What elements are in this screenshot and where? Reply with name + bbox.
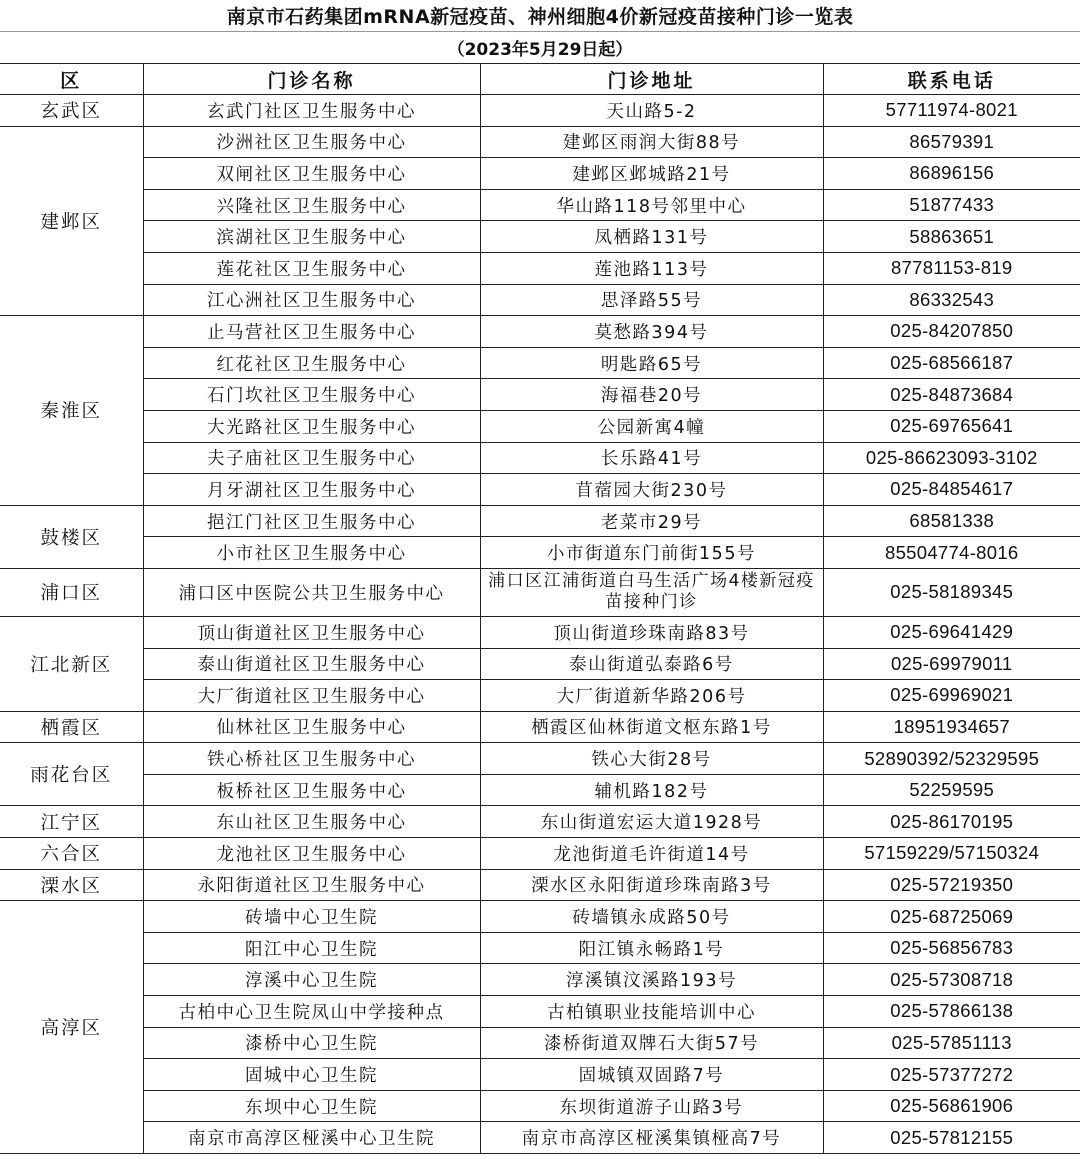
phone-cell: 57159229/57150324 [823, 838, 1080, 870]
table-row [0, 568, 1080, 616]
clinic-name-cell: 漆桥中心卫生院 [143, 1027, 480, 1059]
table-row [0, 126, 1080, 158]
table-row [0, 743, 1080, 775]
clinic-address-cell: 建邺区雨润大街88号 [480, 126, 823, 158]
clinic-address-cell: 大厂街道新华路206号 [480, 680, 823, 712]
phone-cell: 025-69641429 [823, 616, 1080, 648]
table-row [0, 474, 1080, 506]
clinic-name-cell: 月牙湖社区卫生服务中心 [143, 474, 480, 506]
clinic-name-cell: 板桥社区卫生服务中心 [143, 774, 480, 806]
table-row [0, 410, 1080, 442]
clinic-name-cell: 浦口区中医院公共卫生服务中心 [143, 568, 480, 616]
clinic-address-cell: 固城镇双固路7号 [480, 1059, 823, 1091]
table-row [0, 648, 1080, 680]
clinic-name-cell: 玄武门社区卫生服务中心 [143, 95, 480, 127]
district-cell: 浦口区 [0, 568, 143, 616]
phone-cell: 025-57812155 [823, 1122, 1080, 1154]
phone-cell: 86896156 [823, 158, 1080, 190]
table-row [0, 1122, 1080, 1154]
clinic-name-cell: 龙池社区卫生服务中心 [143, 838, 480, 870]
phone-cell: 87781153-819 [823, 252, 1080, 284]
clinic-address-cell: 阳江镇永畅路1号 [480, 932, 823, 964]
table-row [0, 189, 1080, 221]
clinic-name-cell: 大厂街道社区卫生服务中心 [143, 680, 480, 712]
phone-cell: 68581338 [823, 505, 1080, 537]
clinic-address-cell: 莲池路113号 [480, 252, 823, 284]
document-title: 南京市石药集团mRNA新冠疫苗、神州细胞4价新冠疫苗接种门诊一览表 [0, 0, 1080, 32]
clinic-name-cell: 南京市高淳区桠溪中心卫生院 [143, 1122, 480, 1154]
clinic-address-cell: 华山路118号邻里中心 [480, 189, 823, 221]
table-row [0, 1059, 1080, 1091]
table-row [0, 347, 1080, 379]
header-district: 区 [0, 64, 143, 95]
clinic-name-cell: 固城中心卫生院 [143, 1059, 480, 1091]
clinic-address-cell: 海福巷20号 [480, 379, 823, 411]
phone-cell: 025-57866138 [823, 996, 1080, 1028]
table-row [0, 838, 1080, 870]
phone-cell: 86332543 [823, 284, 1080, 316]
header-clinic-name: 门诊名称 [143, 64, 480, 95]
phone-cell: 025-84854617 [823, 474, 1080, 506]
table-row [0, 505, 1080, 537]
clinic-name-cell: 红花社区卫生服务中心 [143, 347, 480, 379]
clinic-name-cell: 东坝中心卫生院 [143, 1090, 480, 1122]
table-row [0, 158, 1080, 190]
clinic-address-cell: 南京市高淳区桠溪集镇桠高7号 [480, 1122, 823, 1154]
clinic-name-cell: 砖墙中心卫生院 [143, 901, 480, 933]
clinic-name-cell: 小市社区卫生服务中心 [143, 537, 480, 569]
clinic-address-cell: 老菜市29号 [480, 505, 823, 537]
header-clinic-address: 门诊地址 [480, 64, 823, 95]
clinic-name-cell: 淳溪中心卫生院 [143, 964, 480, 996]
clinic-address-cell: 砖墙镇永成路50号 [480, 901, 823, 933]
clinic-name-cell: 挹江门社区卫生服务中心 [143, 505, 480, 537]
table-row [0, 616, 1080, 648]
clinic-address-cell: 古柏镇职业技能培训中心 [480, 996, 823, 1028]
district-cell: 六合区 [0, 838, 143, 870]
table-row [0, 95, 1080, 127]
header-row [0, 64, 1080, 95]
table-row [0, 711, 1080, 743]
clinic-address-cell: 东坝街道游子山路3号 [480, 1090, 823, 1122]
phone-cell: 025-57851113 [823, 1027, 1080, 1059]
district-cell: 溧水区 [0, 869, 143, 901]
clinic-table [0, 64, 1080, 1154]
phone-cell: 025-68566187 [823, 347, 1080, 379]
phone-cell: 51877433 [823, 189, 1080, 221]
clinic-name-cell: 大光路社区卫生服务中心 [143, 410, 480, 442]
table-row [0, 806, 1080, 838]
clinic-address-cell: 长乐路41号 [480, 442, 823, 474]
table-row [0, 442, 1080, 474]
district-cell: 栖霞区 [0, 711, 143, 743]
phone-cell: 52890392/52329595 [823, 743, 1080, 775]
clinic-address-cell: 公园新寓4幢 [480, 410, 823, 442]
clinic-name-cell: 夫子庙社区卫生服务中心 [143, 442, 480, 474]
phone-cell: 025-56856783 [823, 932, 1080, 964]
phone-cell: 025-86623093-3102 [823, 442, 1080, 474]
district-cell: 雨花台区 [0, 743, 143, 806]
clinic-address-cell: 龙池街道毛许街道14号 [480, 838, 823, 870]
table-row [0, 537, 1080, 569]
phone-cell: 025-68725069 [823, 901, 1080, 933]
phone-cell: 025-57377272 [823, 1059, 1080, 1091]
district-cell: 鼓楼区 [0, 505, 143, 568]
table-row [0, 869, 1080, 901]
phone-cell: 025-69979011 [823, 648, 1080, 680]
clinic-address-cell: 铁心大街28号 [480, 743, 823, 775]
table-row [0, 1027, 1080, 1059]
district-cell: 玄武区 [0, 95, 143, 127]
clinic-address-cell: 东山街道宏运大道1928号 [480, 806, 823, 838]
clinic-address-cell: 小市街道东门前街155号 [480, 537, 823, 569]
clinic-name-cell: 阳江中心卫生院 [143, 932, 480, 964]
clinic-address-cell: 苜蓿园大街230号 [480, 474, 823, 506]
table-row [0, 932, 1080, 964]
phone-cell: 86579391 [823, 126, 1080, 158]
clinic-address-cell: 建邺区邺城路21号 [480, 158, 823, 190]
clinic-name-cell: 莲花社区卫生服务中心 [143, 252, 480, 284]
clinic-address-cell: 莫愁路394号 [480, 316, 823, 348]
clinic-address-cell: 漆桥街道双牌石大街57号 [480, 1027, 823, 1059]
clinic-address-cell: 栖霞区仙林街道文枢东路1号 [480, 711, 823, 743]
table-row [0, 680, 1080, 712]
table-row [0, 901, 1080, 933]
clinic-address-cell: 淳溪镇汶溪路193号 [480, 964, 823, 996]
clinic-address-cell: 浦口区江浦街道白马生活广场4楼新冠疫苗接种门诊 [480, 568, 823, 616]
phone-cell: 025-57219350 [823, 869, 1080, 901]
table-body [0, 95, 1080, 1154]
table-row [0, 774, 1080, 806]
phone-cell: 025-86170195 [823, 806, 1080, 838]
clinic-address-cell: 凤栖路131号 [480, 221, 823, 253]
clinic-name-cell: 永阳街道社区卫生服务中心 [143, 869, 480, 901]
document-subtitle: （2023年5月29日起） [0, 32, 1080, 64]
clinic-name-cell: 铁心桥社区卫生服务中心 [143, 743, 480, 775]
clinic-address-cell: 溧水区永阳街道珍珠南路3号 [480, 869, 823, 901]
clinic-name-cell: 东山社区卫生服务中心 [143, 806, 480, 838]
clinic-name-cell: 江心洲社区卫生服务中心 [143, 284, 480, 316]
clinic-address-cell: 天山路5-2 [480, 95, 823, 127]
table-row [0, 996, 1080, 1028]
phone-cell: 025-69969021 [823, 680, 1080, 712]
phone-cell: 57711974-8021 [823, 95, 1080, 127]
clinic-name-cell: 顶山街道社区卫生服务中心 [143, 616, 480, 648]
clinic-name-cell: 石门坎社区卫生服务中心 [143, 379, 480, 411]
clinic-name-cell: 兴隆社区卫生服务中心 [143, 189, 480, 221]
clinic-name-cell: 滨湖社区卫生服务中心 [143, 221, 480, 253]
phone-cell: 025-84207850 [823, 316, 1080, 348]
clinic-address-cell: 泰山街道弘泰路6号 [480, 648, 823, 680]
table-row [0, 964, 1080, 996]
phone-cell: 025-58189345 [823, 568, 1080, 616]
clinic-name-cell: 古柏中心卫生院凤山中学接种点 [143, 996, 480, 1028]
phone-cell: 025-56861906 [823, 1090, 1080, 1122]
table-row [0, 1090, 1080, 1122]
table-row [0, 316, 1080, 348]
table-row [0, 252, 1080, 284]
district-cell: 江北新区 [0, 616, 143, 711]
table-row [0, 379, 1080, 411]
clinic-address-cell: 思泽路55号 [480, 284, 823, 316]
phone-cell: 18951934657 [823, 711, 1080, 743]
district-cell: 江宁区 [0, 806, 143, 838]
table-row [0, 284, 1080, 316]
table-row [0, 221, 1080, 253]
phone-cell: 025-57308718 [823, 964, 1080, 996]
phone-cell: 58863651 [823, 221, 1080, 253]
clinic-address-cell: 辅机路182号 [480, 774, 823, 806]
clinic-name-cell: 泰山街道社区卫生服务中心 [143, 648, 480, 680]
clinic-name-cell: 仙林社区卫生服务中心 [143, 711, 480, 743]
district-cell: 高淳区 [0, 901, 143, 1154]
phone-cell: 025-84873684 [823, 379, 1080, 411]
phone-cell: 52259595 [823, 774, 1080, 806]
phone-cell: 85504774-8016 [823, 537, 1080, 569]
clinic-name-cell: 沙洲社区卫生服务中心 [143, 126, 480, 158]
clinic-address-cell: 顶山街道珍珠南路83号 [480, 616, 823, 648]
phone-cell: 025-69765641 [823, 410, 1080, 442]
district-cell: 秦淮区 [0, 316, 143, 506]
clinic-name-cell: 止马营社区卫生服务中心 [143, 316, 480, 348]
district-cell: 建邺区 [0, 126, 143, 316]
header-phone: 联系电话 [823, 64, 1080, 95]
clinic-address-cell: 明匙路65号 [480, 347, 823, 379]
clinic-name-cell: 双闸社区卫生服务中心 [143, 158, 480, 190]
